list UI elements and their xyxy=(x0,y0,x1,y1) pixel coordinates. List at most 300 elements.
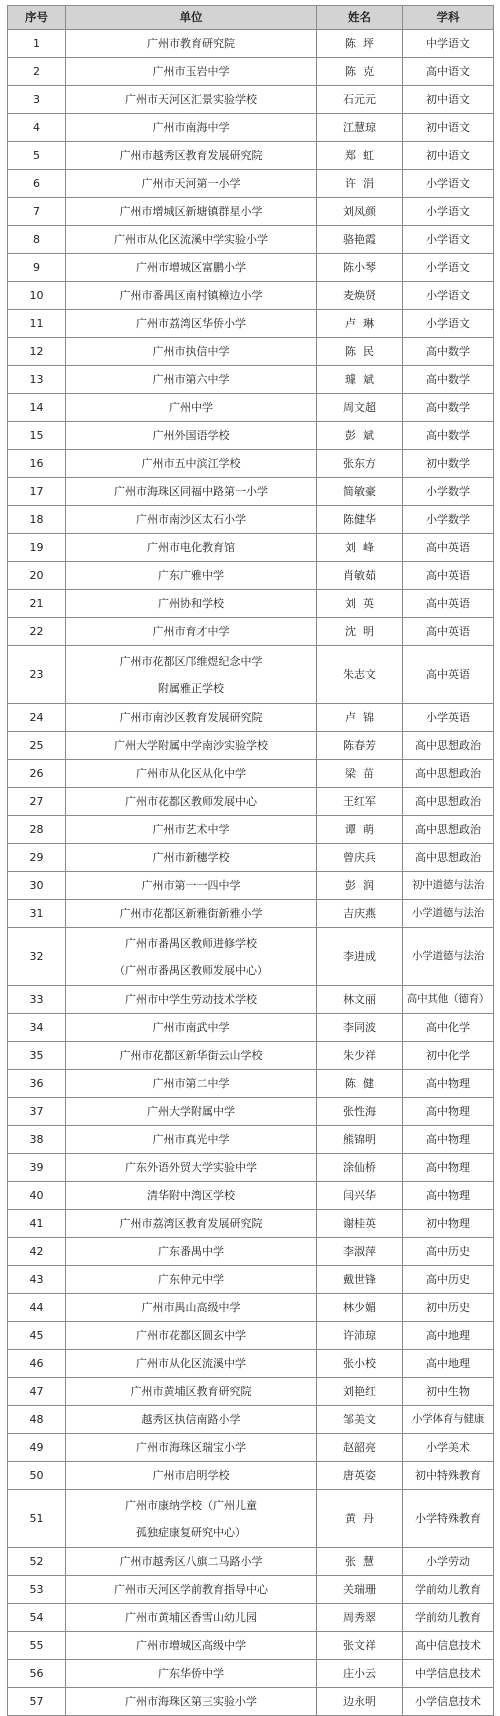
row-number: 43 xyxy=(8,1266,66,1294)
unit-line: 广州市海珠区同福中路第一小学 xyxy=(114,485,268,498)
roster-sheet xyxy=(7,5,493,1716)
row-unit xyxy=(66,928,317,986)
row-subject: 初中语文 xyxy=(403,142,494,170)
table-row xyxy=(8,1014,494,1042)
row-number: 20 xyxy=(8,562,66,590)
row-unit xyxy=(66,732,317,760)
row-name: 肖敏茹 xyxy=(317,562,403,590)
row-number: 3 xyxy=(8,86,66,114)
row-subject: 中学信息技术 xyxy=(403,1660,494,1688)
row-unit xyxy=(66,1604,317,1632)
table-row xyxy=(8,562,494,590)
row-name: 周秀翠 xyxy=(317,1604,403,1632)
row-number: 13 xyxy=(8,366,66,394)
row-subject: 高中数学 xyxy=(403,422,494,450)
row-subject: 高中英语 xyxy=(403,618,494,646)
unit-line: 广州市育才中学 xyxy=(152,625,230,638)
row-unit xyxy=(66,1182,317,1210)
row-number: 52 xyxy=(8,1548,66,1576)
row-subject: 小学语文 xyxy=(403,170,494,198)
row-unit xyxy=(66,704,317,732)
table-row xyxy=(8,732,494,760)
row-name: 卢 锦 xyxy=(317,704,403,732)
row-name: 熊锦明 xyxy=(317,1126,403,1154)
row-number: 46 xyxy=(8,1350,66,1378)
unit-line: 孤独症康复研究中心） xyxy=(136,1525,246,1539)
row-name: 沈 明 xyxy=(317,618,403,646)
row-name: 王红军 xyxy=(317,788,403,816)
unit-line: 广州市海珠区瑞宝小学 xyxy=(136,1441,246,1454)
unit-line: 广东番禺中学 xyxy=(158,1245,224,1258)
row-subject: 高中思想政治 xyxy=(403,732,494,760)
table-row xyxy=(8,114,494,142)
row-unit xyxy=(66,338,317,366)
row-unit xyxy=(66,394,317,422)
row-number: 19 xyxy=(8,534,66,562)
table-row xyxy=(8,1210,494,1238)
unit-line: 广州市荔湾区华侨小学 xyxy=(136,317,246,330)
row-subject: 高中英语 xyxy=(403,534,494,562)
unit-line: 广州市从化区从化中学 xyxy=(136,767,246,780)
row-name: 陈小琴 xyxy=(317,254,403,282)
header-unit: 单位 xyxy=(66,6,317,30)
row-number: 39 xyxy=(8,1154,66,1182)
row-number: 38 xyxy=(8,1126,66,1154)
unit-line: 广州市增城区富鹏小学 xyxy=(136,261,246,274)
unit-line: 广州中学 xyxy=(169,401,213,414)
row-number: 41 xyxy=(8,1210,66,1238)
header-name: 姓名 xyxy=(317,6,403,30)
table-row xyxy=(8,366,494,394)
row-number: 57 xyxy=(8,1688,66,1716)
row-name: 庄小云 xyxy=(317,1660,403,1688)
table-row xyxy=(8,142,494,170)
row-subject: 小学道德与法治 xyxy=(403,900,494,928)
row-number: 31 xyxy=(8,900,66,928)
unit-line: 广州市黄埔区香雪山幼儿园 xyxy=(125,1611,257,1624)
table-row xyxy=(8,1604,494,1632)
row-unit xyxy=(66,1126,317,1154)
unit-line: 广州市从化区流溪中学实验小学 xyxy=(114,233,268,246)
row-subject: 初中道德与法治 xyxy=(403,872,494,900)
table-row xyxy=(8,1462,494,1490)
row-number: 48 xyxy=(8,1406,66,1434)
unit-line: 广州市五中滨江学校 xyxy=(141,457,241,470)
unit-line: 广州市南海中学 xyxy=(152,121,230,134)
table-row xyxy=(8,198,494,226)
unit-line: 广州市番禺区教师进修学校 xyxy=(125,936,257,950)
row-subject: 初中特殊教育 xyxy=(403,1462,494,1490)
row-number: 47 xyxy=(8,1378,66,1406)
unit-line: 广州市第一一四中学 xyxy=(141,879,241,892)
row-unit xyxy=(66,86,317,114)
row-number: 28 xyxy=(8,816,66,844)
row-name: 郑 虹 xyxy=(317,142,403,170)
row-number: 7 xyxy=(8,198,66,226)
row-subject: 高中英语 xyxy=(403,590,494,618)
row-unit xyxy=(66,478,317,506)
row-name: 江慧琼 xyxy=(317,114,403,142)
table-row xyxy=(8,590,494,618)
row-unit xyxy=(66,1434,317,1462)
row-subject: 高中思想政治 xyxy=(403,816,494,844)
unit-line: 广州市南沙区教育发展研究院 xyxy=(119,711,263,724)
unit-line: 广东广雅中学 xyxy=(158,569,224,582)
roster-table xyxy=(7,5,494,1716)
table-row xyxy=(8,1070,494,1098)
row-unit xyxy=(66,1406,317,1434)
table-row xyxy=(8,704,494,732)
unit-line: 广州市南武中学 xyxy=(152,1021,230,1034)
unit-line: 广州市天河第一小学 xyxy=(141,177,241,190)
unit-line: 广州外国语学校 xyxy=(152,429,230,442)
row-number: 36 xyxy=(8,1070,66,1098)
row-number: 9 xyxy=(8,254,66,282)
table-row xyxy=(8,1182,494,1210)
row-subject: 高中物理 xyxy=(403,1154,494,1182)
table-row xyxy=(8,478,494,506)
unit-line: 广州市电化教育馆 xyxy=(147,541,235,554)
table-row xyxy=(8,1322,494,1350)
table-row xyxy=(8,1042,494,1070)
table-row xyxy=(8,646,494,704)
row-number: 2 xyxy=(8,58,66,86)
table-row xyxy=(8,1576,494,1604)
unit-line: 广州协和学校 xyxy=(158,597,224,610)
table-row xyxy=(8,58,494,86)
row-subject: 小学道德与法治 xyxy=(403,928,494,986)
row-name: 张东方 xyxy=(317,450,403,478)
row-subject: 小学美术 xyxy=(403,1434,494,1462)
row-unit xyxy=(66,142,317,170)
row-subject: 小学体育与健康 xyxy=(403,1406,494,1434)
row-unit xyxy=(66,1070,317,1098)
row-number: 14 xyxy=(8,394,66,422)
row-name: 张 慧 xyxy=(317,1548,403,1576)
row-name: 骆艳霞 xyxy=(317,226,403,254)
row-number: 55 xyxy=(8,1632,66,1660)
table-row xyxy=(8,618,494,646)
row-name: 吉庆燕 xyxy=(317,900,403,928)
row-name: 陈 民 xyxy=(317,338,403,366)
row-subject: 高中物理 xyxy=(403,1182,494,1210)
row-subject: 小学特殊教育 xyxy=(403,1490,494,1548)
row-unit xyxy=(66,1210,317,1238)
table-row xyxy=(8,1378,494,1406)
unit-line: 广州市海珠区第三实验小学 xyxy=(125,1695,257,1708)
row-subject: 高中历史 xyxy=(403,1266,494,1294)
row-subject: 小学语文 xyxy=(403,254,494,282)
table-row xyxy=(8,1350,494,1378)
unit-line: 广州市越秀区八旗二马路小学 xyxy=(119,1555,263,1568)
row-unit xyxy=(66,590,317,618)
row-unit xyxy=(66,1294,317,1322)
row-subject: 初中生物 xyxy=(403,1378,494,1406)
table-row xyxy=(8,1266,494,1294)
table-row xyxy=(8,1238,494,1266)
row-name: 李进成 xyxy=(317,928,403,986)
row-name: 许 涓 xyxy=(317,170,403,198)
row-name: 林少媚 xyxy=(317,1294,403,1322)
row-number: 4 xyxy=(8,114,66,142)
table-row xyxy=(8,760,494,788)
row-unit xyxy=(66,282,317,310)
row-name: 曾庆兵 xyxy=(317,844,403,872)
unit-line: 广东仲元中学 xyxy=(158,1273,224,1286)
table-row xyxy=(8,1490,494,1548)
row-number: 18 xyxy=(8,506,66,534)
unit-line: 广州市从化区流溪中学 xyxy=(136,1357,246,1370)
row-subject: 小学劳动 xyxy=(403,1548,494,1576)
row-name: 简敏豪 xyxy=(317,478,403,506)
row-name: 边永明 xyxy=(317,1688,403,1716)
row-subject: 初中物理 xyxy=(403,1210,494,1238)
row-subject: 初中语文 xyxy=(403,86,494,114)
row-name: 李同波 xyxy=(317,1014,403,1042)
row-number: 49 xyxy=(8,1434,66,1462)
unit-line: 广州市中学生劳动技术学校 xyxy=(125,993,257,1006)
unit-line: 广州市第二中学 xyxy=(152,1077,230,1090)
header-no: 序号 xyxy=(8,6,66,30)
row-number: 56 xyxy=(8,1660,66,1688)
row-name: 关瑞珊 xyxy=(317,1576,403,1604)
row-unit xyxy=(66,58,317,86)
row-unit xyxy=(66,450,317,478)
row-number: 21 xyxy=(8,590,66,618)
row-subject: 小学数学 xyxy=(403,506,494,534)
row-number: 26 xyxy=(8,760,66,788)
table-row xyxy=(8,310,494,338)
table-row xyxy=(8,1154,494,1182)
row-name: 涂仙桥 xyxy=(317,1154,403,1182)
row-subject: 小学数学 xyxy=(403,478,494,506)
row-unit xyxy=(66,422,317,450)
unit-line: 广州市第六中学 xyxy=(152,373,230,386)
row-subject: 初中化学 xyxy=(403,1042,494,1070)
row-number: 34 xyxy=(8,1014,66,1042)
row-unit xyxy=(66,562,317,590)
row-name: 谭 萌 xyxy=(317,816,403,844)
row-name: 陈春芳 xyxy=(317,732,403,760)
row-unit xyxy=(66,816,317,844)
row-number: 17 xyxy=(8,478,66,506)
row-name: 陈健华 xyxy=(317,506,403,534)
table-row xyxy=(8,1294,494,1322)
row-name: 张文祥 xyxy=(317,1632,403,1660)
unit-line: 广州市花都区教师发展中心 xyxy=(125,795,257,808)
row-number: 50 xyxy=(8,1462,66,1490)
row-unit xyxy=(66,1322,317,1350)
unit-line: 广州市天河区学前教育指导中心 xyxy=(114,1583,268,1596)
table-row xyxy=(8,986,494,1014)
unit-line: 广州市花都区邝维煜纪念中学 xyxy=(119,654,263,668)
row-unit xyxy=(66,254,317,282)
row-subject: 初中语文 xyxy=(403,114,494,142)
row-name: 黄 丹 xyxy=(317,1490,403,1548)
unit-line: 广州市黄埔区教育研究院 xyxy=(130,1385,252,1398)
table-row xyxy=(8,928,494,986)
row-number: 15 xyxy=(8,422,66,450)
table-row xyxy=(8,506,494,534)
unit-line: 广州市番禺区南村镇樟边小学 xyxy=(119,289,263,302)
row-unit xyxy=(66,310,317,338)
row-subject: 高中信息技术 xyxy=(403,1632,494,1660)
unit-line: 越秀区执信南路小学 xyxy=(141,1413,241,1426)
row-subject: 初中数学 xyxy=(403,450,494,478)
unit-line: 广东外语外贸大学实验中学 xyxy=(125,1161,257,1174)
row-subject: 高中思想政治 xyxy=(403,788,494,816)
row-subject: 小学语文 xyxy=(403,282,494,310)
row-unit xyxy=(66,986,317,1014)
row-number: 1 xyxy=(8,30,66,58)
row-subject: 小学英语 xyxy=(403,704,494,732)
row-subject: 高中数学 xyxy=(403,366,494,394)
row-number: 42 xyxy=(8,1238,66,1266)
row-unit xyxy=(66,1632,317,1660)
row-subject: 高中数学 xyxy=(403,394,494,422)
row-unit xyxy=(66,1548,317,1576)
unit-line: （广州市番禺区教师发展中心） xyxy=(114,963,268,977)
row-number: 6 xyxy=(8,170,66,198)
row-subject: 学前幼儿教育 xyxy=(403,1604,494,1632)
header-subject: 学科 xyxy=(403,6,494,30)
row-number: 12 xyxy=(8,338,66,366)
unit-line: 广州市新穗学校 xyxy=(152,851,230,864)
row-name: 唐英姿 xyxy=(317,1462,403,1490)
row-name: 戴世锋 xyxy=(317,1266,403,1294)
table-row xyxy=(8,844,494,872)
row-unit xyxy=(66,1660,317,1688)
row-unit xyxy=(66,226,317,254)
row-unit xyxy=(66,1014,317,1042)
unit-line: 广州市花都区新雅街新雅小学 xyxy=(119,907,263,920)
row-name: 张性海 xyxy=(317,1098,403,1126)
row-number: 5 xyxy=(8,142,66,170)
row-name: 彭 润 xyxy=(317,872,403,900)
row-subject: 高中其他（德育） xyxy=(403,986,494,1014)
row-number: 33 xyxy=(8,986,66,1014)
row-number: 54 xyxy=(8,1604,66,1632)
row-number: 45 xyxy=(8,1322,66,1350)
row-subject: 中学语文 xyxy=(403,30,494,58)
table-body xyxy=(8,30,494,1716)
row-number: 40 xyxy=(8,1182,66,1210)
row-unit xyxy=(66,1378,317,1406)
unit-line: 广州市花都区圆玄中学 xyxy=(136,1329,246,1342)
row-subject: 小学信息技术 xyxy=(403,1688,494,1716)
row-number: 37 xyxy=(8,1098,66,1126)
table-row xyxy=(8,254,494,282)
row-name: 闫兴华 xyxy=(317,1182,403,1210)
unit-line: 广州市花都区新华街云山学校 xyxy=(119,1049,263,1062)
unit-line: 广州市玉岩中学 xyxy=(152,65,230,78)
row-subject: 高中物理 xyxy=(403,1070,494,1098)
unit-line: 广州市增城区高级中学 xyxy=(136,1639,246,1652)
table-row xyxy=(8,226,494,254)
row-name: 周文超 xyxy=(317,394,403,422)
row-number: 22 xyxy=(8,618,66,646)
unit-line: 广州市教育研究院 xyxy=(147,37,235,50)
row-unit xyxy=(66,170,317,198)
row-unit xyxy=(66,1490,317,1548)
row-unit xyxy=(66,1266,317,1294)
row-unit xyxy=(66,366,317,394)
row-number: 44 xyxy=(8,1294,66,1322)
table-row xyxy=(8,872,494,900)
row-unit xyxy=(66,1042,317,1070)
row-name: 梁 苗 xyxy=(317,760,403,788)
unit-line: 广州市越秀区教育发展研究院 xyxy=(119,149,263,162)
row-unit xyxy=(66,844,317,872)
table-row xyxy=(8,1098,494,1126)
row-unit xyxy=(66,646,317,704)
row-number: 29 xyxy=(8,844,66,872)
table-row xyxy=(8,816,494,844)
table-row xyxy=(8,1434,494,1462)
row-unit xyxy=(66,534,317,562)
row-name: 璩 斌 xyxy=(317,366,403,394)
row-subject: 高中物理 xyxy=(403,1098,494,1126)
table-row xyxy=(8,1548,494,1576)
row-name: 刘凤颜 xyxy=(317,198,403,226)
unit-line: 清华附中湾区学校 xyxy=(147,1189,235,1202)
row-name: 彭 斌 xyxy=(317,422,403,450)
table-header xyxy=(8,6,494,30)
row-name: 邹美文 xyxy=(317,1406,403,1434)
row-name: 麦焕贤 xyxy=(317,282,403,310)
row-number: 27 xyxy=(8,788,66,816)
row-unit xyxy=(66,198,317,226)
row-name: 谢桂英 xyxy=(317,1210,403,1238)
row-name: 赵韶亮 xyxy=(317,1434,403,1462)
row-name: 陈 坪 xyxy=(317,30,403,58)
row-subject: 高中思想政治 xyxy=(403,760,494,788)
row-unit xyxy=(66,788,317,816)
row-unit xyxy=(66,114,317,142)
row-unit xyxy=(66,872,317,900)
unit-line: 广州市艺术中学 xyxy=(152,823,230,836)
row-unit xyxy=(66,30,317,58)
row-name: 张小校 xyxy=(317,1350,403,1378)
unit-line: 广州市执信中学 xyxy=(152,345,230,358)
row-subject: 高中英语 xyxy=(403,562,494,590)
row-subject: 初中历史 xyxy=(403,1294,494,1322)
table-row xyxy=(8,788,494,816)
row-name: 林文丽 xyxy=(317,986,403,1014)
table-row xyxy=(8,282,494,310)
row-unit xyxy=(66,1462,317,1490)
row-name: 刘 峰 xyxy=(317,534,403,562)
unit-line: 广州市增城区新塘镇群星小学 xyxy=(119,205,263,218)
row-unit xyxy=(66,1098,317,1126)
row-subject: 高中物理 xyxy=(403,1126,494,1154)
table-row xyxy=(8,900,494,928)
row-number: 25 xyxy=(8,732,66,760)
row-number: 32 xyxy=(8,928,66,986)
row-unit xyxy=(66,1576,317,1604)
row-number: 11 xyxy=(8,310,66,338)
table-row xyxy=(8,422,494,450)
row-subject: 小学语文 xyxy=(403,226,494,254)
row-name: 石元元 xyxy=(317,86,403,114)
table-row xyxy=(8,1632,494,1660)
unit-line: 广州市康纳学校（广州儿童 xyxy=(125,1498,257,1512)
row-unit xyxy=(66,1154,317,1182)
row-name: 朱志文 xyxy=(317,646,403,704)
row-subject: 小学语文 xyxy=(403,310,494,338)
row-unit xyxy=(66,506,317,534)
row-name: 李淑萍 xyxy=(317,1238,403,1266)
